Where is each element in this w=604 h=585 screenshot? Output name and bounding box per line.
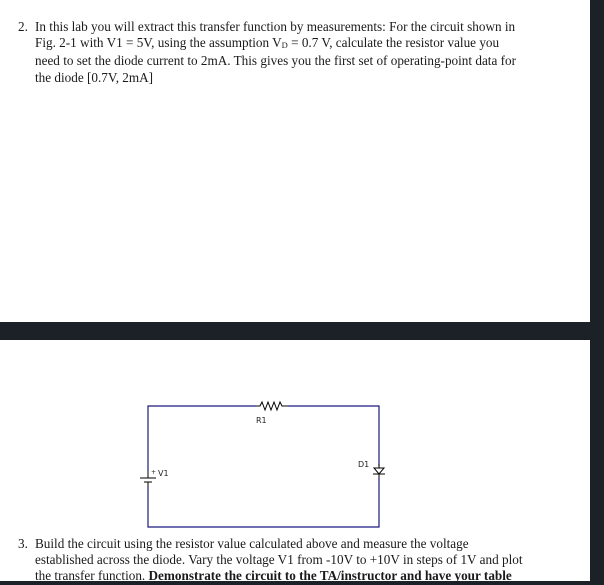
- question-2: [18, 19, 526, 86]
- question-2-line-1: In this lab you will extract this transfer function by measurements: For the circuit shown in: [35, 19, 516, 34]
- question-3-number: 3.: [18, 536, 28, 551]
- resistor-r1-symbol: [256, 402, 288, 410]
- question-2-text: [35, 19, 526, 86]
- question-2-line-3: need to set the diode current to 2mA. This gives you the first set of operating-point data for: [35, 53, 516, 69]
- wire-bottom: [148, 478, 379, 527]
- source-plus-sign: +: [151, 469, 157, 476]
- question-3-line-3: the transfer function. Demonstrate the circuit to the TA/instructor and have your table: [35, 568, 512, 584]
- wire-right-top: [288, 406, 379, 466]
- question-2-number: 2.: [18, 19, 28, 34]
- source-label: V1: [158, 469, 169, 478]
- question-3-text: [35, 536, 526, 585]
- diode-d1-symbol: [373, 464, 385, 478]
- wire-left-top: [148, 406, 256, 471]
- question-3-line-1: Build the circuit using the resistor value calculated above and measure the voltage: [35, 536, 469, 551]
- document-page-bottom: [0, 340, 590, 584]
- question-2-line-2: Fig. 2-1 with V1 = 5V, using the assumption VD = 0.7 V, calculate the resistor value you: [35, 35, 500, 51]
- diode-label: D1: [358, 460, 370, 469]
- question-2-line-4: the diode [0.7V, 2mA]: [35, 69, 154, 85]
- question-3: [18, 536, 526, 585]
- circuit-diagram: [0, 340, 590, 540]
- question-3-line-2: established across the diode. Vary the voltage V1 from -10V to +10V in steps of 1V and plot: [35, 552, 523, 568]
- resistor-label: R1: [256, 416, 267, 425]
